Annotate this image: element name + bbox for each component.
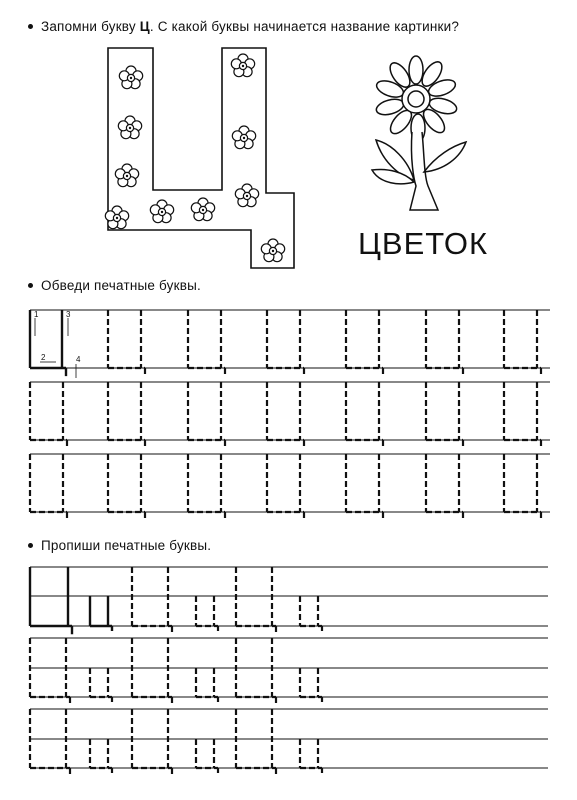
stroke-number-2: 2 bbox=[41, 353, 46, 362]
stroke-number-1: 1 bbox=[34, 310, 39, 319]
stroke-number-4: 4 bbox=[76, 355, 81, 364]
task-3-instruction: Пропиши печатные буквы. bbox=[28, 538, 211, 553]
stroke-number-3: 3 bbox=[66, 310, 71, 319]
task-1-instruction: Запомни букву Ц. С какой буквы начинается название картинки? bbox=[28, 19, 459, 34]
picture-word: ЦВЕТОК bbox=[358, 226, 488, 261]
task-2-instruction: Обведи печатные буквы. bbox=[28, 278, 201, 293]
highlighted-letter: Ц bbox=[139, 19, 150, 34]
